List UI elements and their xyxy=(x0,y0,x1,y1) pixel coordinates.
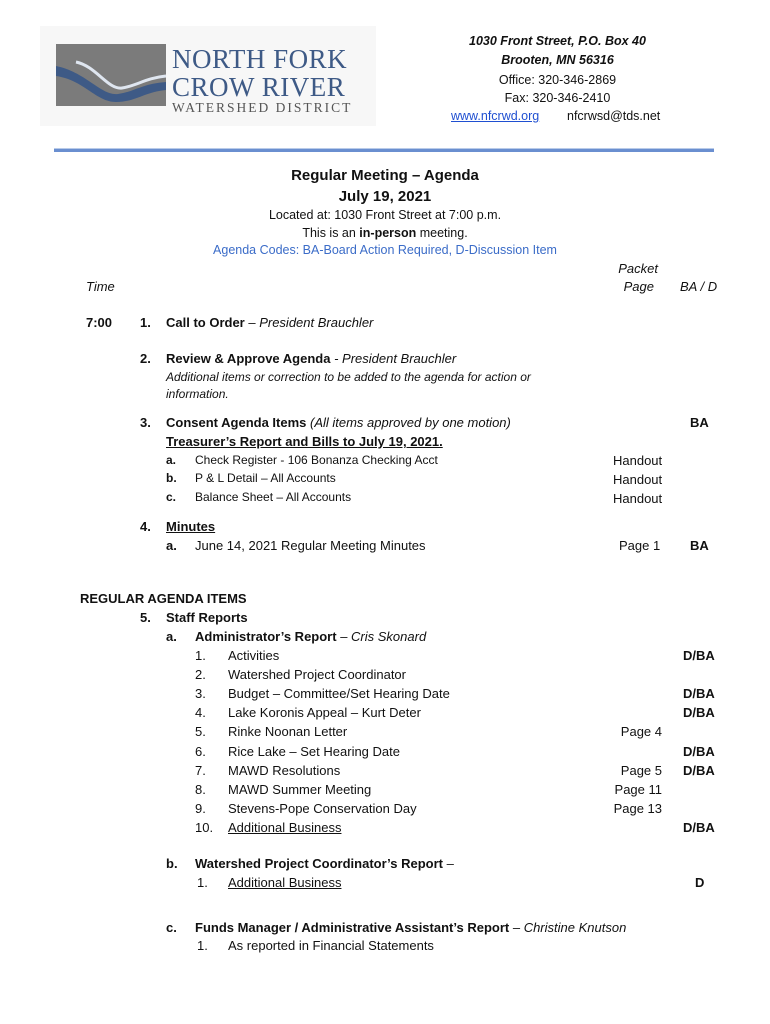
admin-item-number: 9. xyxy=(195,801,206,816)
address-city: Brooten, MN 56316 xyxy=(501,53,614,67)
regular-heading: REGULAR AGENDA ITEMS xyxy=(80,591,247,606)
item-2-note-2: information. xyxy=(166,387,229,401)
email-address: nfcrwsd@tds.net xyxy=(567,109,661,123)
admin-item-page: Page 13 xyxy=(613,801,662,816)
header-divider xyxy=(54,148,714,152)
logo-line-3: WATERSHED DISTRICT xyxy=(172,100,353,115)
district-logo xyxy=(40,26,376,126)
admin-item-text: Watershed Project Coordinator xyxy=(228,667,406,682)
agenda-codes: Agenda Codes: BA-Board Action Required, D-Discussion Item xyxy=(213,243,557,257)
admin-item-text: Additional Business xyxy=(228,820,342,835)
address-street: 1030 Front Street, P.O. Box 40 xyxy=(469,34,646,48)
fax-number: Fax: 320-346-2410 xyxy=(504,91,611,105)
admin-item-number: 10. xyxy=(195,820,214,835)
item-3b-text: P & L Detail – All Accounts xyxy=(195,471,336,485)
meeting-date: July 19, 2021 xyxy=(338,188,432,205)
item-5-title: Staff Reports xyxy=(166,610,248,625)
col-time: Time xyxy=(86,279,115,294)
time-700: 7:00 xyxy=(86,315,113,330)
page-title: Regular Meeting – Agenda xyxy=(291,167,479,184)
item-3a-page: Handout xyxy=(613,453,663,468)
item-3c-text: Balance Sheet – All Accounts xyxy=(195,490,352,504)
admin-item-page: Page 5 xyxy=(620,763,662,778)
admin-item-code: D/BA xyxy=(683,648,715,663)
item-3c-page: Handout xyxy=(613,491,663,506)
item-4a-letter: a. xyxy=(166,538,177,553)
admin-item-number: 1. xyxy=(195,648,206,663)
item-3c-letter: c. xyxy=(166,490,177,504)
item-3b-letter: b. xyxy=(166,471,177,485)
item-3-num: 3. xyxy=(140,415,151,430)
in-person-note: This is an in-person meeting. xyxy=(302,226,468,240)
admin-item-code: D/BA xyxy=(683,763,715,778)
item-2-num: 2. xyxy=(140,351,151,366)
item-5-num: 5. xyxy=(140,610,151,625)
item-1: 1. xyxy=(140,315,151,330)
item-5c-text: Funds Manager / Administrative Assistant’s Report – Christine Knutson xyxy=(195,920,627,935)
admin-item-number: 3. xyxy=(195,686,206,701)
admin-item-text: Rice Lake – Set Hearing Date xyxy=(228,744,400,759)
admin-item-number: 6. xyxy=(195,744,206,759)
admin-item-code: D/BA xyxy=(683,686,715,701)
admin-item-text: Budget – Committee/Set Hearing Date xyxy=(228,686,450,701)
item-4a-code: BA xyxy=(690,538,709,553)
admin-item-code: D/BA xyxy=(683,820,715,835)
item-4-num: 4. xyxy=(140,519,151,534)
item-5b1-code: D xyxy=(695,875,705,890)
admin-item-text: MAWD Resolutions xyxy=(228,763,341,778)
item-2-text: Review & Approve Agenda - President Brauchler xyxy=(166,351,457,366)
item-3a-letter: a. xyxy=(166,453,177,467)
item-4a-page: Page 1 xyxy=(619,538,661,553)
admin-item-number: 7. xyxy=(195,763,206,778)
admin-item-number: 8. xyxy=(195,782,206,797)
item-4-title: Minutes xyxy=(166,519,216,534)
admin-item-page: Page 4 xyxy=(620,724,662,739)
admin-item-code: D/BA xyxy=(683,705,715,720)
item-4a-text: June 14, 2021 Regular Meeting Minutes xyxy=(195,538,426,553)
item-5b1-num: 1. xyxy=(197,875,208,890)
admin-item-number: 5. xyxy=(195,724,206,739)
admin-item-code: D/BA xyxy=(683,744,715,759)
meeting-location: Located at: 1030 Front Street at 7:00 p.m. xyxy=(268,208,502,222)
item-3b-page: Handout xyxy=(613,472,663,487)
admin-item-text: Stevens-Pope Conservation Day xyxy=(228,801,417,816)
item-5c-letter: c. xyxy=(166,920,177,935)
item-3a-text: Check Register - 106 Bonanza Checking Acct xyxy=(195,453,438,467)
office-phone: Office: 320-346-2869 xyxy=(498,73,617,87)
admin-item-text: Rinke Noonan Letter xyxy=(228,724,348,739)
item-2-note-1: Additional items or correction to be added to the agenda for action or xyxy=(166,370,531,384)
logo-line-1: NORTH FORK xyxy=(172,44,348,74)
river-logo-icon xyxy=(56,44,166,106)
item-5a-letter: a. xyxy=(166,629,177,644)
item-3-text: Consent Agenda Items (All items approved by one motion) xyxy=(166,415,511,430)
logo-line-2: CROW RIVER xyxy=(172,72,346,102)
item-5c1-num: 1. xyxy=(197,938,208,953)
admin-item-number: 4. xyxy=(195,705,206,720)
admin-item-text: MAWD Summer Meeting xyxy=(228,782,372,797)
item-3-subtitle: Treasurer’s Report and Bills to July 19, 2021. xyxy=(166,434,443,449)
item-5c1-text: As reported in Financial Statements xyxy=(228,938,434,953)
admin-item-text: Activities xyxy=(228,648,280,663)
col-ba-d: BA / D xyxy=(680,279,718,294)
col-packet-2: Page xyxy=(623,279,654,294)
admin-item-text: Lake Koronis Appeal – Kurt Deter xyxy=(228,705,421,720)
col-packet-1: Packet xyxy=(618,261,658,276)
website-link[interactable]: www.nfcrwd.org xyxy=(451,109,540,123)
admin-item-page: Page 11 xyxy=(614,782,662,797)
item-5a-text: Administrator’s Report – Cris Skonard xyxy=(195,629,427,644)
item-5b-text: Watershed Project Coordinator’s Report – xyxy=(195,856,454,871)
item-5b1-text: Additional Business xyxy=(228,875,342,890)
admin-item-number: 2. xyxy=(195,667,206,682)
item-1-text: Call to Order – President Brauchler xyxy=(166,315,374,330)
item-5b-letter: b. xyxy=(166,856,178,871)
item-3-code: BA xyxy=(690,415,709,430)
